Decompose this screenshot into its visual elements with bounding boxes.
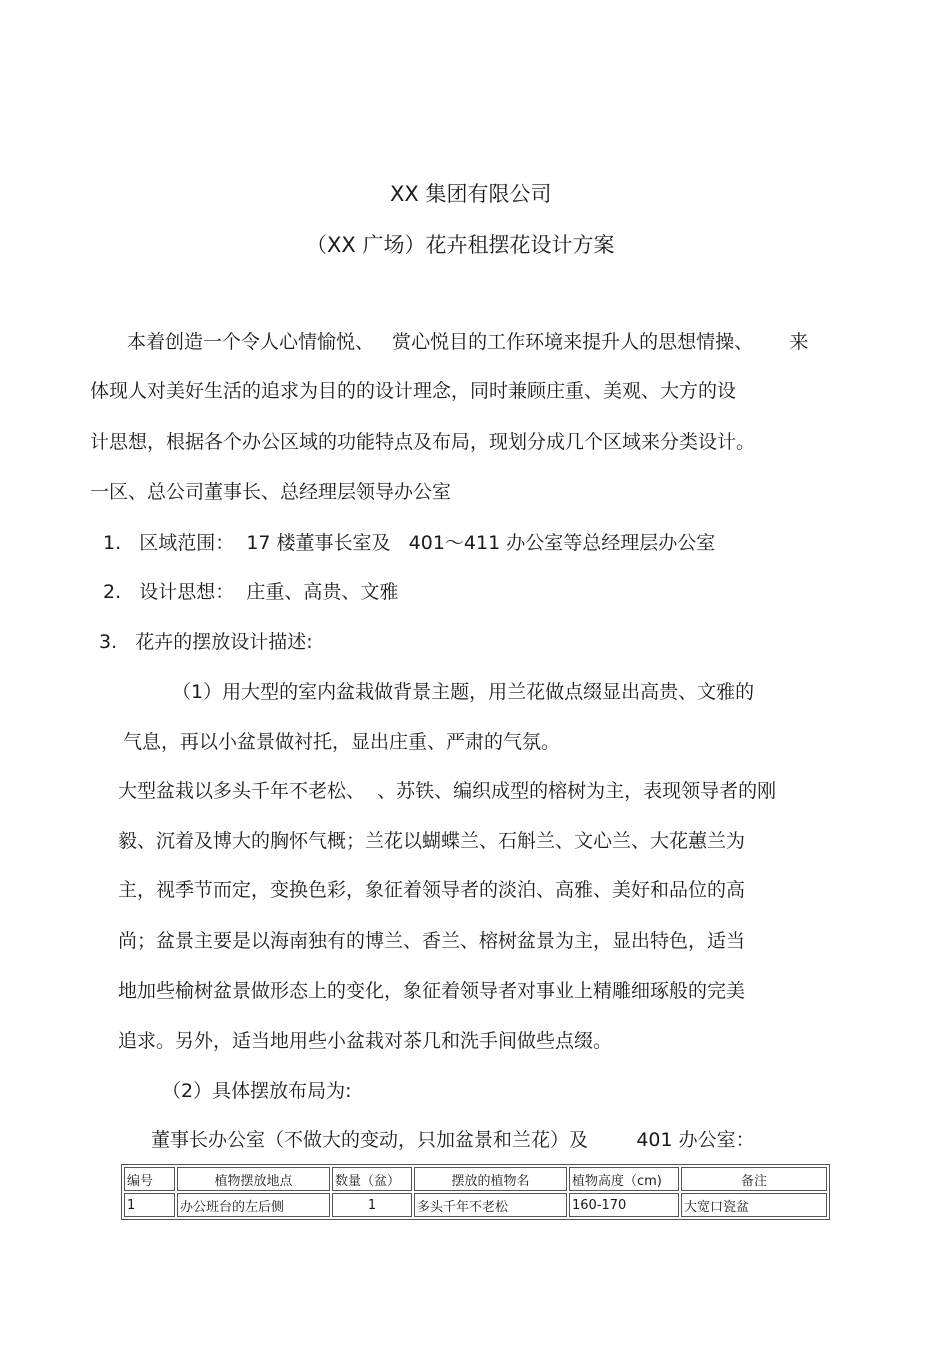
table-cell: 多头千年不老松 <box>414 1193 567 1217</box>
list-item: 2. 设计思想： 庄重、高贵、文雅 <box>103 581 399 603</box>
document-title: XX 集团有限公司 <box>390 182 552 206</box>
table-header-cell: 数量（盆） <box>332 1167 412 1191</box>
section-heading: 一区、总公司董事长、总经理层领导办公室 <box>90 481 452 503</box>
table-header-cell: 摆放的植物名 <box>414 1167 567 1191</box>
body-line: 主，视季节而定，变换色彩，象征着领导者的淡泊、高雅、美好和品位的高 <box>118 879 746 901</box>
table-cell: 大宽口瓷盆 <box>681 1193 827 1217</box>
intro-line: 本着创造一个令人心情愉悦、 赏心悦目的工作环境来提升人的思想情操、 来 <box>127 331 809 353</box>
subsection-heading: （2）具体摆放布局为: <box>162 1080 352 1102</box>
table-row <box>124 1193 827 1217</box>
table-header-cell: 备注 <box>681 1167 827 1191</box>
body-line: 追求。另外，适当地用些小盆栽对茶几和洗手间做些点缀。 <box>118 1030 613 1052</box>
intro-line: 计思想，根据各个办公区域的功能特点及布局，现划分成几个区域来分类设计。 <box>90 431 756 453</box>
body-line: 尚；盆景主要是以海南独有的博兰、香兰、榕树盆景为主，显出特色，适当 <box>118 930 746 952</box>
list-item: 1. 区域范围： 17 楼董事长室及 401～411 办公室等总经理层办公室 <box>103 532 716 554</box>
table-header-cell: 植物摆放地点 <box>177 1167 330 1191</box>
list-item: 3. 花卉的摆放设计描述: <box>99 631 313 653</box>
plant-table <box>121 1164 830 1220</box>
office-line: 董事长办公室（不做大的变动，只加盆景和兰花）及 401 办公室： <box>151 1129 755 1151</box>
body-line: 地加些榆树盆景做形态上的变化，象征着领导者对事业上精雕细琢般的完美 <box>118 980 746 1002</box>
body-line: 大型盆栽以多头千年不老松、 、苏铁、编织成型的榕树为主，表现领导者的刚 <box>118 780 777 802</box>
table-cell: 1 <box>124 1193 175 1217</box>
table-cell: 1 <box>332 1193 412 1217</box>
subsection-text: 气息，再以小盆景做衬托，显出庄重、严肃的气氛。 <box>123 731 561 753</box>
table-header-cell: 编号 <box>124 1167 175 1191</box>
table-cell: 办公班台的左后侧 <box>177 1193 330 1217</box>
document-subtitle: （XX 广场）花卉租摆花设计方案 <box>306 233 615 257</box>
intro-line: 体现人对美好生活的追求为目的的设计理念，同时兼顾庄重、美观、大方的设 <box>90 380 737 402</box>
table-cell: 160-170 <box>569 1193 679 1217</box>
body-line: 毅、沉着及博大的胸怀气概；兰花以蝴蝶兰、石斛兰、文心兰、大花蕙兰为 <box>118 830 746 852</box>
subsection-text: （1）用大型的室内盆栽做背景主题，用兰花做点缀显出高贵、文雅的 <box>172 681 755 703</box>
table-header-cell: 植物高度（cm) <box>569 1167 679 1191</box>
table-header-row <box>124 1167 827 1191</box>
